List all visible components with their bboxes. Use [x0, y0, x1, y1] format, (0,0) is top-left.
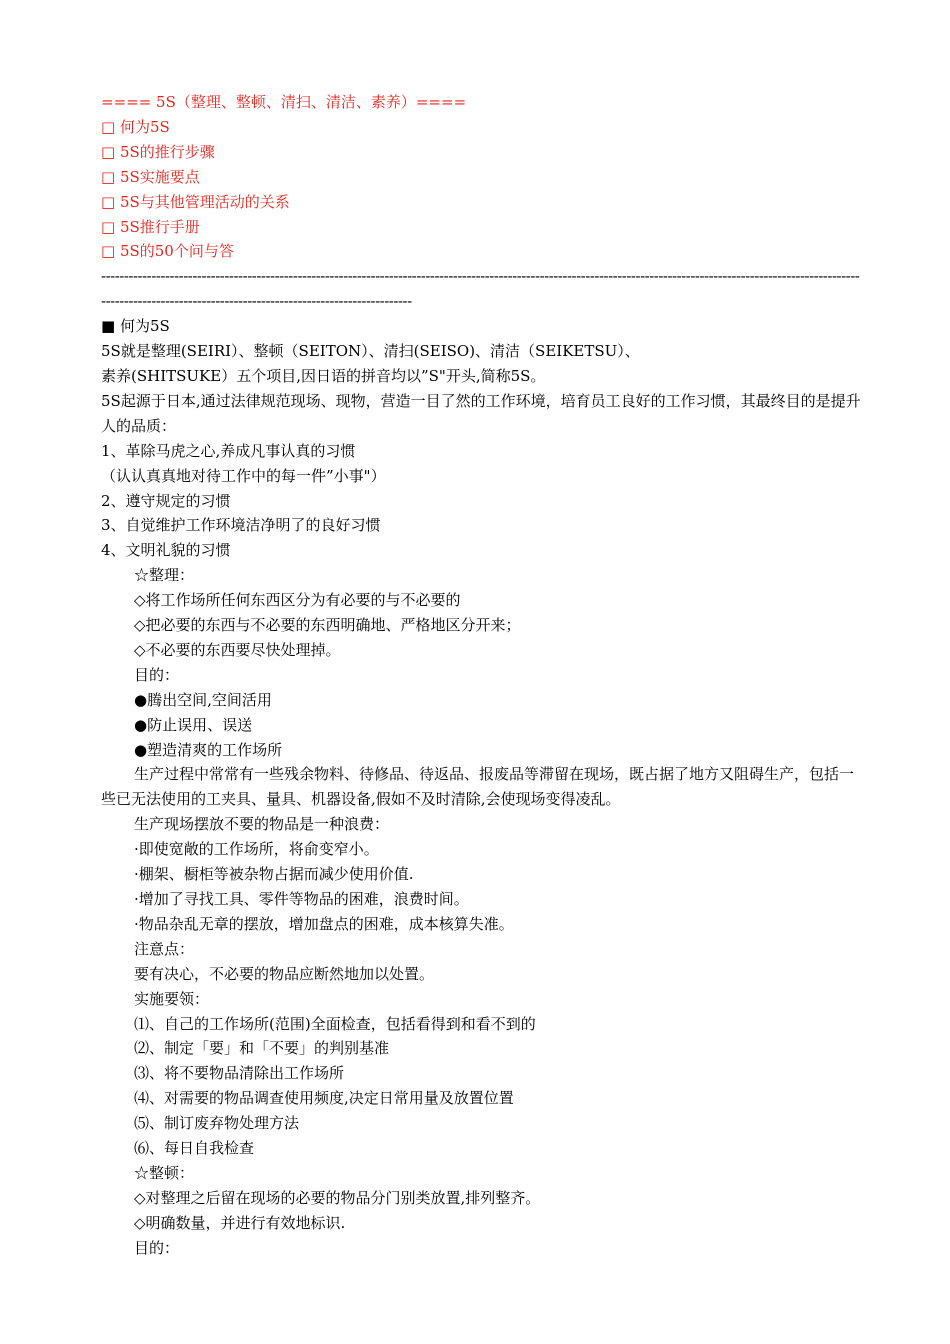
seiri-point: ◇把必要的东西与不必要的东西明确地、严格地区分开来；: [134, 616, 521, 635]
waste-title: 生产现场摆放不要的物品是一种浪费：: [134, 815, 390, 834]
seiri-point: ◇将工作场所任何东西区分为有必要的与不必要的: [134, 591, 461, 610]
habit-item: 4、文明礼貌的习惯: [101, 541, 231, 560]
notice-label: 注意点：: [134, 939, 195, 958]
toc-item: □ 5S与其他管理活动的关系: [101, 192, 290, 211]
section-title: ■ 何为5S: [101, 317, 170, 336]
toc-item: □ 5S推行手册: [101, 217, 200, 236]
document-body: [101, 90, 861, 1261]
step-item: ⑹、每日自我检查: [134, 1139, 255, 1158]
step-item: ⑷、对需要的物品调查使用频度,决定日常用量及放置位置: [134, 1089, 514, 1108]
habit-item: 1、革除马虎之心,养成凡事认真的习惯: [101, 441, 356, 460]
habit-item: 3、自觉维护工作环境洁净明了的良好习惯: [101, 516, 381, 535]
step-item: ⑶、将不要物品清除出工作场所: [134, 1064, 345, 1083]
origin-paragraph: 5S起源于日本,通过法律规范现场、现物，营造一目了然的工作环境，培育员工良好的工作习惯，其最终目的是提升人的品质：: [101, 391, 861, 435]
toc-item: □ 5S的50个问与答: [101, 242, 234, 261]
waste-item: ·即使宽敞的工作场所，将俞变窄小。: [134, 840, 379, 859]
separator-line: ------------------------------------------------------------------------------------------------------------------------------------------------------------------------------------------------------------------------------------------: [101, 267, 860, 311]
seiri-point: ◇不必要的东西要尽快处理掉。: [134, 640, 341, 659]
notice-text: 要有决心，不必要的物品应断然地加以处置。: [134, 964, 435, 983]
toc-item: □ 5S的推行步骤: [101, 142, 215, 161]
waste-item: ·棚架、橱柜等被杂物占据而减少使用价值.: [134, 865, 414, 884]
purpose-item: ●塑造清爽的工作场所: [134, 740, 283, 759]
definition-line: 素养(SHITSUKE）五个项目,因日语的拼音均以”S"开头,简称5S。: [101, 366, 546, 385]
seiton-point: ◇对整理之后留在现场的必要的物品分门别类放置,排列整齐。: [134, 1188, 541, 1207]
seiri-paragraph: 生产过程中常常有一些残余物料、待修品、待返品、报废品等滞留在现场，既占据了地方又阻碍生产，包括一些已无法使用的工夹具、量具、机器设备,假如不及时清除,会使现场变得凌乱。: [101, 765, 855, 809]
waste-item: ·增加了寻找工具、零件等物品的困难，浪费时间。: [134, 890, 469, 908]
step-item: ⑸、制订废弃物处理方法: [134, 1114, 300, 1133]
definition-line: 5S就是整理(SEIRI）、整顿（SEITON）、清扫(SEISO)、清洁（SEIKETSU）、: [101, 342, 640, 361]
purpose-item: ●防止误用、误送: [134, 715, 253, 734]
habit-item: 2、遵守规定的习惯: [101, 491, 231, 510]
seiton-point: ◇明确数量，并进行有效地标识.: [134, 1213, 346, 1232]
subsection-title-seiton: ☆整顿：: [134, 1163, 195, 1182]
habit-item: （认认真真地对待工作中的每一件”小事"）: [101, 466, 386, 485]
purpose-item: ●腾出空间,空间活用: [134, 690, 272, 709]
toc-item: □ 5S实施要点: [101, 167, 200, 186]
toc-heading: ==== 5S（整理、整顿、清扫、清洁、素养）====: [101, 93, 467, 111]
subsection-title-seiri: ☆整理：: [134, 566, 195, 585]
purpose-label: 目的：: [134, 665, 180, 684]
toc-item: □ 何为5S: [101, 117, 170, 136]
purpose-label: 目的：: [134, 1238, 180, 1257]
step-item: ⑴、自己的工作场所(范围)全面检查，包括看得到和看不到的: [134, 1014, 536, 1033]
waste-item: ·物品杂乱无章的摆放，增加盘点的困难，成本核算失准。: [134, 914, 514, 933]
step-item: ⑵、制定「要」和「不要」的判别基准: [134, 1039, 390, 1058]
steps-label: 实施要领：: [134, 989, 210, 1008]
